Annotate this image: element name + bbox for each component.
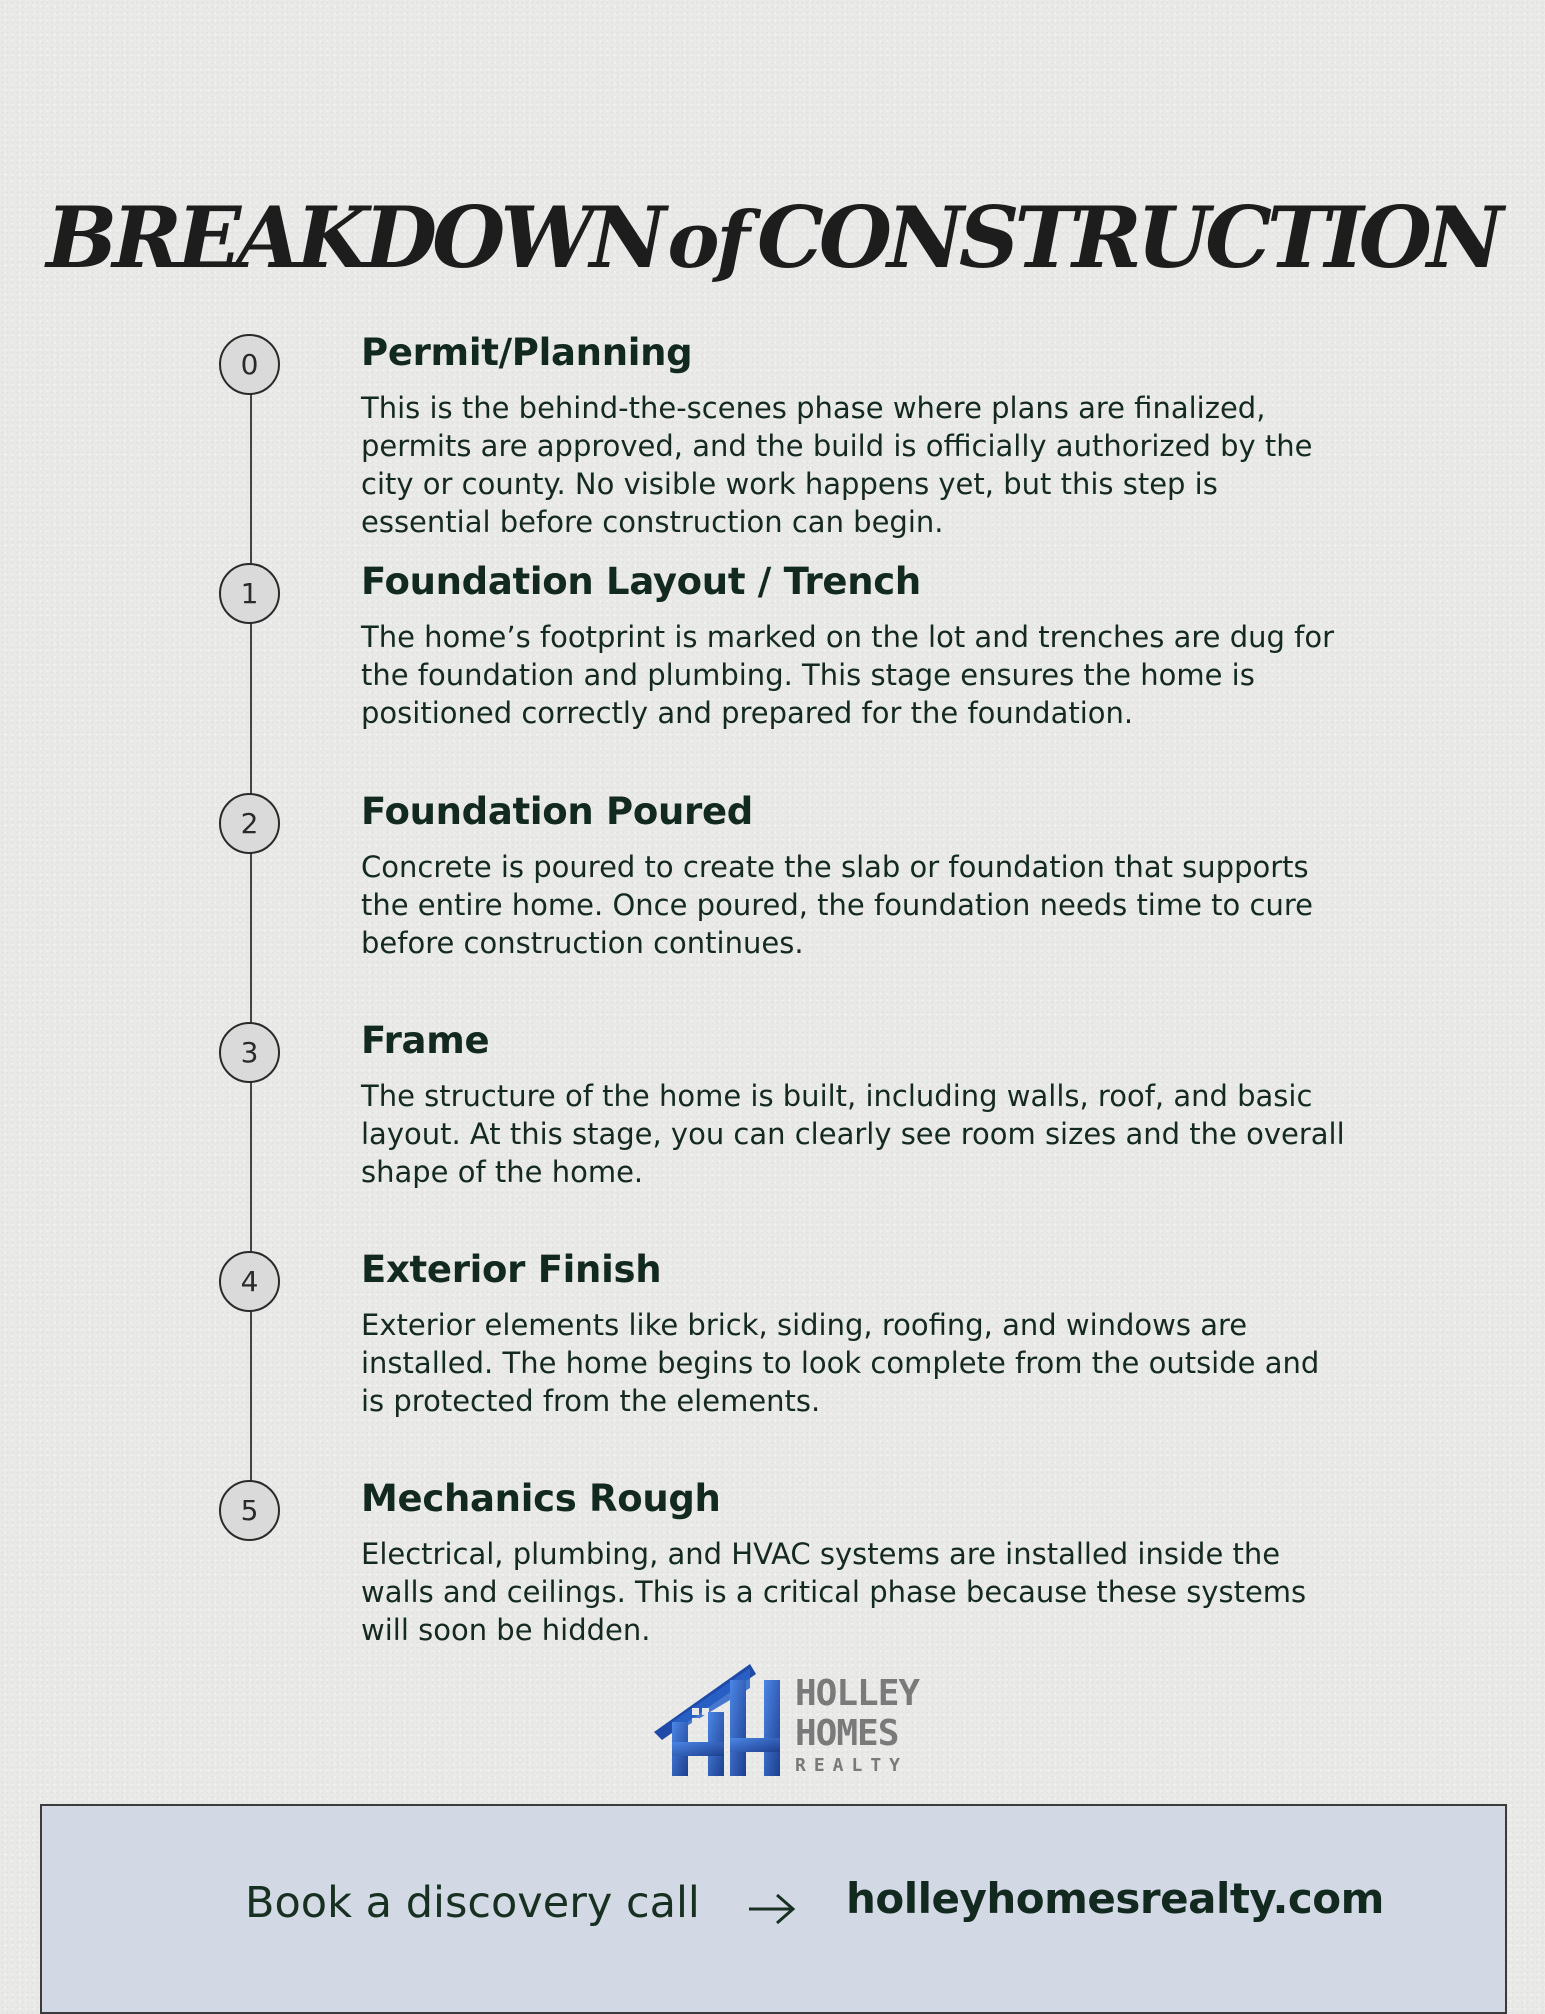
- step-description: This is the behind-the-scenes phase where plans are finalized, permits are approved, and the build is officially authorized by the city or county. No visible work happens yet, but this step is essential before construction can begin.: [361, 391, 1313, 539]
- logo-text-realty: REALTY: [795, 1755, 909, 1776]
- step-title: Permit/Planning: [361, 331, 693, 374]
- step-title: Foundation Layout / Trench: [361, 560, 921, 603]
- page-title: [0, 188, 1545, 288]
- step-number-badge: 3: [219, 1022, 280, 1083]
- step-number-badge: 5: [219, 1480, 280, 1541]
- title-part-construction: CONSTRUCTION: [757, 188, 1499, 288]
- title-part-breakdown: BREAKDOWN: [46, 188, 662, 288]
- timeline-connector-line: [250, 365, 252, 1511]
- step-title: Exterior Finish: [361, 1248, 662, 1291]
- step-title: Frame: [361, 1019, 490, 1062]
- logo-text-homes: HOMES: [795, 1713, 899, 1754]
- website-link[interactable]: holleyhomesrealty.com: [846, 1874, 1384, 1923]
- title-part-of: of: [667, 195, 748, 287]
- step-title: Mechanics Rough: [361, 1477, 721, 1520]
- cta-banner[interactable]: [40, 1804, 1507, 2014]
- step-number-badge: 1: [219, 563, 280, 624]
- step-number-badge: 0: [219, 334, 280, 395]
- holley-homes-logo: [652, 1660, 920, 1778]
- step-number-badge: 2: [219, 793, 280, 854]
- step-description: Exterior elements like brick, siding, roofing, and windows are installed. The home begins to look complete from the outside and is protected from the elements.: [361, 1308, 1320, 1418]
- cta-text[interactable]: Book a discovery call: [245, 1878, 700, 1928]
- step-number-badge: 4: [219, 1251, 280, 1312]
- step-description: Electrical, plumbing, and HVAC systems are installed inside the walls and ceilings. This is a critical phase because these systems will soon be hidden.: [361, 1537, 1307, 1647]
- step-description: The structure of the home is built, including walls, roof, and basic layout. At this stage, you can clearly see room sizes and the overall shape of the home.: [361, 1079, 1345, 1189]
- arrow-right-icon: [747, 1892, 797, 1926]
- logo-text-holley: HOLLEY: [795, 1673, 920, 1714]
- step-description: Concrete is poured to create the slab or foundation that supports the entire home. Once poured, the foundation needs time to cure before construction continues.: [361, 850, 1313, 960]
- step-title: Foundation Poured: [361, 790, 753, 833]
- step-description: The home’s footprint is marked on the lot and trenches are dug for the foundation and plumbing. This stage ensures the home is positioned correctly and prepared for the foundation.: [361, 620, 1334, 730]
- house-hh-icon: [652, 1660, 797, 1778]
